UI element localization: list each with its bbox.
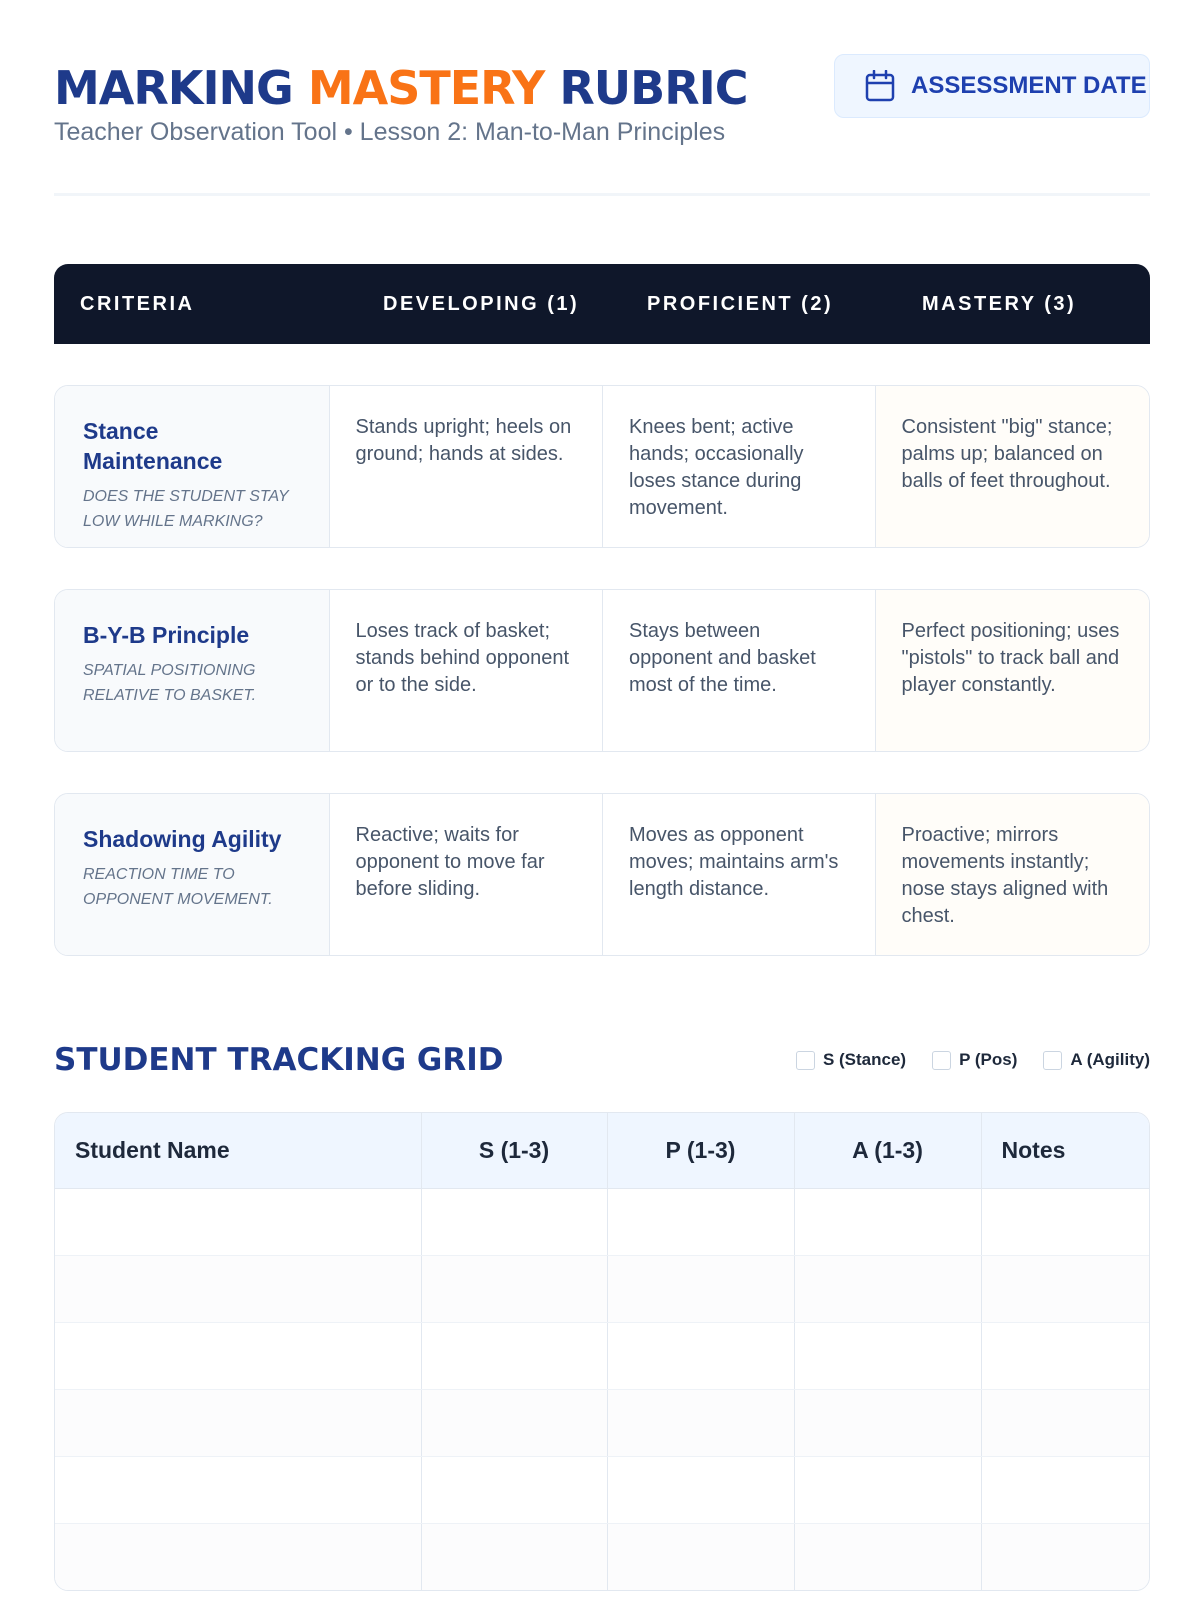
notes-cell[interactable] bbox=[981, 1389, 1150, 1456]
notes-cell[interactable] bbox=[981, 1322, 1150, 1389]
legend-label: P (Pos) bbox=[959, 1050, 1018, 1069]
agility-score-cell[interactable] bbox=[794, 1188, 981, 1255]
rubric-col-developing: DEVELOPING (1) bbox=[383, 293, 580, 315]
student-name-cell[interactable] bbox=[55, 1523, 421, 1590]
position-score-cell[interactable] bbox=[607, 1523, 794, 1590]
developing-cell: Stands upright; heels on ground; hands at sides. bbox=[329, 386, 603, 547]
table-row bbox=[55, 1456, 1150, 1523]
tracking-legend bbox=[770, 1050, 1150, 1070]
agility-score-cell[interactable] bbox=[794, 1456, 981, 1523]
agility-score-cell[interactable] bbox=[794, 1255, 981, 1322]
notes-cell[interactable] bbox=[981, 1255, 1150, 1322]
col-position-score: P (1-3) bbox=[607, 1113, 794, 1188]
criteria-cell bbox=[55, 386, 329, 547]
position-score-cell[interactable] bbox=[607, 1255, 794, 1322]
col-stance-score: S (1-3) bbox=[421, 1113, 607, 1188]
notes-cell[interactable] bbox=[981, 1523, 1150, 1590]
legend-item-stance[interactable] bbox=[796, 1050, 906, 1070]
table-row bbox=[55, 1188, 1150, 1255]
legend-item-position[interactable] bbox=[932, 1050, 1017, 1070]
student-tracking-grid bbox=[54, 1112, 1150, 1591]
page-header bbox=[54, 54, 1150, 194]
agility-score-cell[interactable] bbox=[794, 1322, 981, 1389]
student-name-cell[interactable] bbox=[55, 1322, 421, 1389]
stance-score-cell[interactable] bbox=[421, 1255, 607, 1322]
mastery-cell: Consistent "big" stance; palms up; balanced on balls of feet throughout. bbox=[875, 386, 1150, 547]
developing-cell: Loses track of basket; stands behind opponent or to the side. bbox=[329, 590, 603, 751]
table-row bbox=[55, 1389, 1150, 1456]
stance-score-cell[interactable] bbox=[421, 1523, 607, 1590]
legend-label: A (Agility) bbox=[1070, 1050, 1150, 1069]
page-title: MARKING MASTERY RUBRIC bbox=[54, 61, 748, 115]
criteria-name: Stance Maintenance bbox=[83, 418, 223, 474]
criteria-name: B-Y-B Principle bbox=[83, 622, 250, 648]
rubric-row-stance bbox=[54, 385, 1150, 548]
page-subtitle: Teacher Observation Tool • Lesson 2: Man-to-Man Principles bbox=[54, 118, 726, 146]
criteria-description: DOES THE STUDENT STAY LOW WHILE MARKING? bbox=[83, 488, 289, 530]
position-score-cell[interactable] bbox=[607, 1322, 794, 1389]
checkbox[interactable] bbox=[1043, 1051, 1062, 1070]
position-score-cell[interactable] bbox=[607, 1389, 794, 1456]
table-row bbox=[55, 1322, 1150, 1389]
tracking-table bbox=[55, 1113, 1150, 1590]
calendar-icon bbox=[865, 70, 895, 102]
rubric-header-bar bbox=[54, 264, 1150, 344]
student-name-cell[interactable] bbox=[55, 1255, 421, 1322]
student-name-cell[interactable] bbox=[55, 1389, 421, 1456]
proficient-cell: Moves as opponent moves; maintains arm's length distance. bbox=[602, 794, 875, 955]
rubric-col-criteria: CRITERIA bbox=[80, 293, 195, 315]
student-name-cell[interactable] bbox=[55, 1456, 421, 1523]
rubric-col-proficient: PROFICIENT (2) bbox=[647, 293, 834, 315]
mastery-cell: Proactive; mirrors movements instantly; nose stays aligned with chest. bbox=[875, 794, 1150, 955]
tracking-grid-title: STUDENT TRACKING GRID bbox=[54, 1042, 504, 1078]
legend-item-agility[interactable] bbox=[1043, 1050, 1150, 1070]
checkbox[interactable] bbox=[796, 1051, 815, 1070]
notes-cell[interactable] bbox=[981, 1188, 1150, 1255]
stance-score-cell[interactable] bbox=[421, 1188, 607, 1255]
assessment-date-label: ASSESSMENT DATE bbox=[911, 72, 1147, 99]
assessment-date-button[interactable] bbox=[834, 54, 1150, 118]
tracking-header-row bbox=[55, 1113, 1150, 1188]
notes-cell[interactable] bbox=[981, 1456, 1150, 1523]
proficient-cell: Knees bent; active hands; occasionally loses stance during movement. bbox=[602, 386, 875, 547]
rubric-row-byb bbox=[54, 589, 1150, 752]
position-score-cell[interactable] bbox=[607, 1188, 794, 1255]
col-student-name: Student Name bbox=[55, 1113, 421, 1188]
student-name-cell[interactable] bbox=[55, 1188, 421, 1255]
rubric-col-mastery: MASTERY (3) bbox=[922, 293, 1077, 315]
agility-score-cell[interactable] bbox=[794, 1389, 981, 1456]
agility-score-cell[interactable] bbox=[794, 1523, 981, 1590]
table-row bbox=[55, 1255, 1150, 1322]
rubric-page bbox=[54, 0, 1150, 1600]
criteria-description: SPATIAL POSITIONING RELATIVE TO BASKET. bbox=[83, 662, 257, 704]
mastery-cell: Perfect positioning; uses "pistols" to track ball and player constantly. bbox=[875, 590, 1150, 751]
title-accent: MASTERY bbox=[307, 61, 545, 115]
col-agility-score: A (1-3) bbox=[794, 1113, 981, 1188]
table-row bbox=[55, 1523, 1150, 1590]
stance-score-cell[interactable] bbox=[421, 1389, 607, 1456]
checkbox[interactable] bbox=[932, 1051, 951, 1070]
legend-label: S (Stance) bbox=[822, 1050, 907, 1069]
developing-cell: Reactive; waits for opponent to move far before sliding. bbox=[329, 794, 603, 955]
criteria-cell bbox=[55, 590, 329, 751]
criteria-name: Shadowing Agility bbox=[83, 826, 282, 852]
proficient-cell: Stays between opponent and basket most of the time. bbox=[602, 590, 875, 751]
header-divider bbox=[54, 193, 1150, 196]
criteria-description: REACTION TIME TO OPPONENT MOVEMENT. bbox=[83, 866, 273, 908]
rubric-row-shadowing bbox=[54, 793, 1150, 956]
criteria-cell bbox=[55, 794, 329, 955]
stance-score-cell[interactable] bbox=[421, 1456, 607, 1523]
position-score-cell[interactable] bbox=[607, 1456, 794, 1523]
stance-score-cell[interactable] bbox=[421, 1322, 607, 1389]
col-notes: Notes bbox=[981, 1113, 1150, 1188]
